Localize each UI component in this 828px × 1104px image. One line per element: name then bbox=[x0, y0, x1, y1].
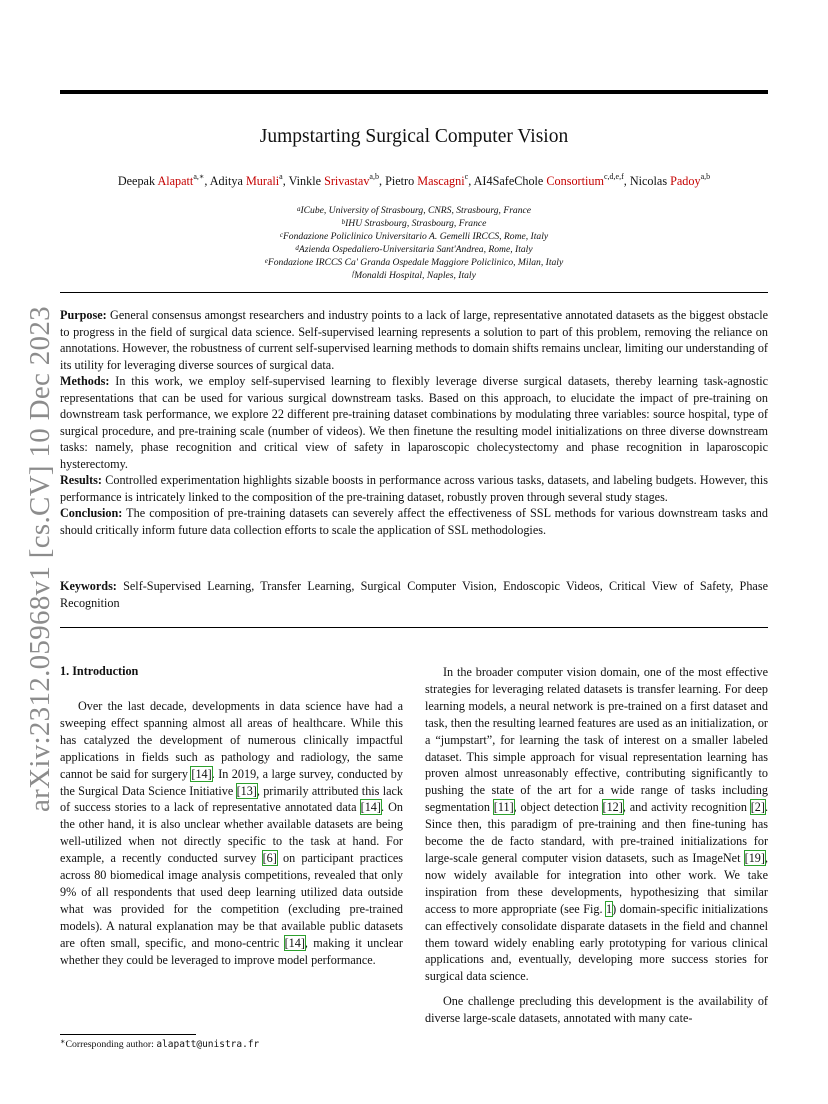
keywords: Keywords: Self-Supervised Learning, Transfer Learning, Surgical Computer Vision, Endoscopic Videos, Critical View of Safety, Phase Recognition bbox=[60, 579, 768, 610]
author-link-mascagni[interactable]: Mascagni bbox=[417, 174, 465, 188]
abstract-methods: Methods: In this work, we employ self-supervised learning to flexibly leverage diverse surgical datasets, thereby learning task-agnostic representations that can be used for various surgical downstream tasks. Based on this approach, to elucidate the impact of pre-training on downstream task performance, we explore 22 different pre-training dataset combinations by modulating three variables: source hospital, type of surgical procedure, and pre-training scale (number of videos). We then finetune the resulting model initializations on three diverse downstream tasks: namely, phase recognition and critical view of safety in laparoscopic cholecystectomy and phase recognition in laparoscopic hysterectomy. bbox=[60, 374, 768, 471]
intro-paragraph-3: One challenge precluding this development is the availability of diverse large-scale datasets, annotated with many cate- bbox=[425, 994, 768, 1026]
author-first: Aditya bbox=[209, 174, 246, 188]
author-first: Vinkle bbox=[288, 174, 325, 188]
author-first: Deepak bbox=[117, 174, 158, 188]
citation-link[interactable]: [6] bbox=[262, 851, 277, 866]
affiliation-line: $^a$ICube, University of Strasbourg, CNRS, Strasbourg, France bbox=[296, 205, 532, 216]
author-sup: c,d,e,f bbox=[603, 172, 624, 181]
citation-link[interactable]: [13] bbox=[236, 783, 257, 798]
author-sup: a bbox=[279, 172, 283, 181]
arxiv-identifier: arXiv:2312.05968v1 [cs.CV] 10 Dec 2023 bbox=[24, 306, 56, 812]
affiliations bbox=[60, 204, 768, 283]
section-heading-introduction: 1. Introduction bbox=[60, 664, 139, 678]
intro-paragraph-2: In the broader computer vision domain, one of the most effective strategies for leveraging related datasets is transfer learning. For deep learning models, a neural network is pre-trained on a first dataset and task, then the resulting learned features are used as an initialization, or a “jumpstart”, for learning the task of interest on a smaller labeled dataset. This simple approach for visual representation learning has proven almost unreasonably effective, contributing significantly to pushing the state of the art for a wide range of tasks including segmentation [11], object detection [12], and activity recognition [2]. Since then, this paradigm of pre-training and then fine-tuning has become the de facto standard, with pre-trained initializations for large-scale general computer vision datasets, such as ImageNet [19], now widely available for integration into other work. We take inspiration from these developments, hypothesizing that similar access to more appropriate (see Fig. 1) domain-specific initializations can effectively consolidate disparate datasets in the field and channel them toward widely enabling early prototyping for various clinical applications and, eventually, developing more success stories for surgical data science. bbox=[425, 665, 768, 984]
top-rule bbox=[60, 90, 768, 94]
author-link-srivastav[interactable]: Srivastav bbox=[324, 174, 370, 188]
intro-paragraph-1: Over the last decade, developments in data science have had a sweeping effect spanning almost all areas of healthcare. While this has catalyzed the development of numerous clinically impactful applications in fields such as pathology and radiology, the same cannot be said for surgery [14]. In 2019, a large survey, conducted by the Surgical Data Science Initiative [13], primarily attributed this lack of success stories to a lack of representative annotated data [14]. On the other hand, it is also unclear whether available datasets are being well-utilized when not directly specific to the task at hand. For example, a recently conducted survey [6] on participant practices across 80 biomedical image analysis competitions, revealed that only 9% of all respondents that used deep learning utilized data outside what was provided for the competition (excluding pre-trained models). A natural explanation may be that available public datasets are often small, specific, and mono-centric [14], making it unclear whether they could be leveraged to improve model performance. bbox=[60, 699, 404, 967]
author-link-consortium[interactable]: Consortium bbox=[546, 174, 604, 188]
left-column bbox=[60, 698, 403, 969]
author-link-murali[interactable]: Murali bbox=[245, 174, 280, 188]
author-first: Nicolas bbox=[629, 174, 671, 188]
right-column bbox=[425, 664, 768, 1027]
author-sup: a,b bbox=[369, 172, 379, 181]
citation-link[interactable]: [14] bbox=[191, 766, 212, 781]
affiliation-line: $^e$Fondazione IRCCS Ca' Granda Ospedale Maggiore Policlinico, Milan, Italy bbox=[264, 257, 564, 269]
citation-link[interactable]: [2] bbox=[750, 800, 765, 815]
author-first: AI4SafeChole bbox=[473, 174, 547, 188]
footnote-rule bbox=[60, 1034, 196, 1035]
affiliation-line: $^c$Fondazione Policlinico Universitario A. Gemelli IRCCS, Rome, Italy bbox=[279, 231, 549, 243]
abstract-purpose: Purpose: General consensus amongst researchers and industry points to a lack of large, representative annotated datasets as the biggest obstacle to progress in the field of surgical data science. Self-supervised learning represents a solution to part of this problem, removing the reliance on annotations. However, the robustness of current self-supervised learning methods to domain shifts remains unclear, limiting our understanding of its utility for leveraging diverse sources of surgical data. bbox=[60, 308, 768, 372]
author-link-alapatt[interactable]: Alapatt bbox=[157, 174, 194, 188]
abstract-results: Results: Controlled experimentation highlights sizable boosts in performance across various tasks, datasets, and labeling budgets. However, this performance is intricately linked to the composition of the pre-training dataset, robustly proven through several study stages. bbox=[60, 473, 768, 504]
paper-title: Jumpstarting Surgical Computer Vision bbox=[259, 126, 569, 147]
abstract bbox=[60, 307, 768, 538]
citation-link[interactable]: [11] bbox=[493, 800, 514, 815]
author-sup: a,∗ bbox=[193, 172, 205, 181]
citation-link[interactable]: [14] bbox=[284, 935, 305, 950]
footnote: ∗Corresponding author: alapatt@unistra.fr bbox=[60, 1037, 260, 1050]
citation-link[interactable]: [12] bbox=[602, 800, 623, 815]
author-sup: c bbox=[464, 172, 469, 181]
abstract-conclusion: Conclusion: The composition of pre-training datasets can severely affect the effectiveness of SSL methods for various downstream tasks and should critically inform future data collection efforts to scale the application of SSL methodologies. bbox=[60, 506, 768, 537]
author-email-link[interactable]: alapatt@unistra.fr bbox=[156, 1039, 260, 1050]
author-list: Deepak Alapatt$^{a,∗}$, Aditya Murali$^a$, Vinkle Srivastav$^{a,b}$, Pietro Mascagni$^c$, AI4SafeChole Consortium$^{c,d,e,f}$, Nicolas Padoy$^{a,b}$ bbox=[117, 172, 711, 188]
figure-link[interactable]: 1 bbox=[606, 901, 613, 916]
affiliation-line: $^d$Azienda Ospedaliero-Universitaria Sant'Andrea, Rome, Italy bbox=[295, 244, 533, 256]
citation-link[interactable]: [14] bbox=[360, 800, 381, 815]
author-first: Pietro bbox=[385, 174, 418, 188]
author-link-padoy[interactable]: Padoy bbox=[670, 174, 701, 188]
affiliation-line: $^b$IHU Strasbourg, Strasbourg, France bbox=[341, 218, 487, 230]
author-sup: a,b bbox=[700, 172, 711, 181]
affiliation-line: $^f$Monaldi Hospital, Naples, Italy bbox=[352, 270, 476, 282]
citation-link[interactable]: [19] bbox=[744, 850, 765, 865]
abstract-bottom-rule bbox=[60, 627, 768, 628]
abstract-top-rule bbox=[60, 292, 768, 293]
